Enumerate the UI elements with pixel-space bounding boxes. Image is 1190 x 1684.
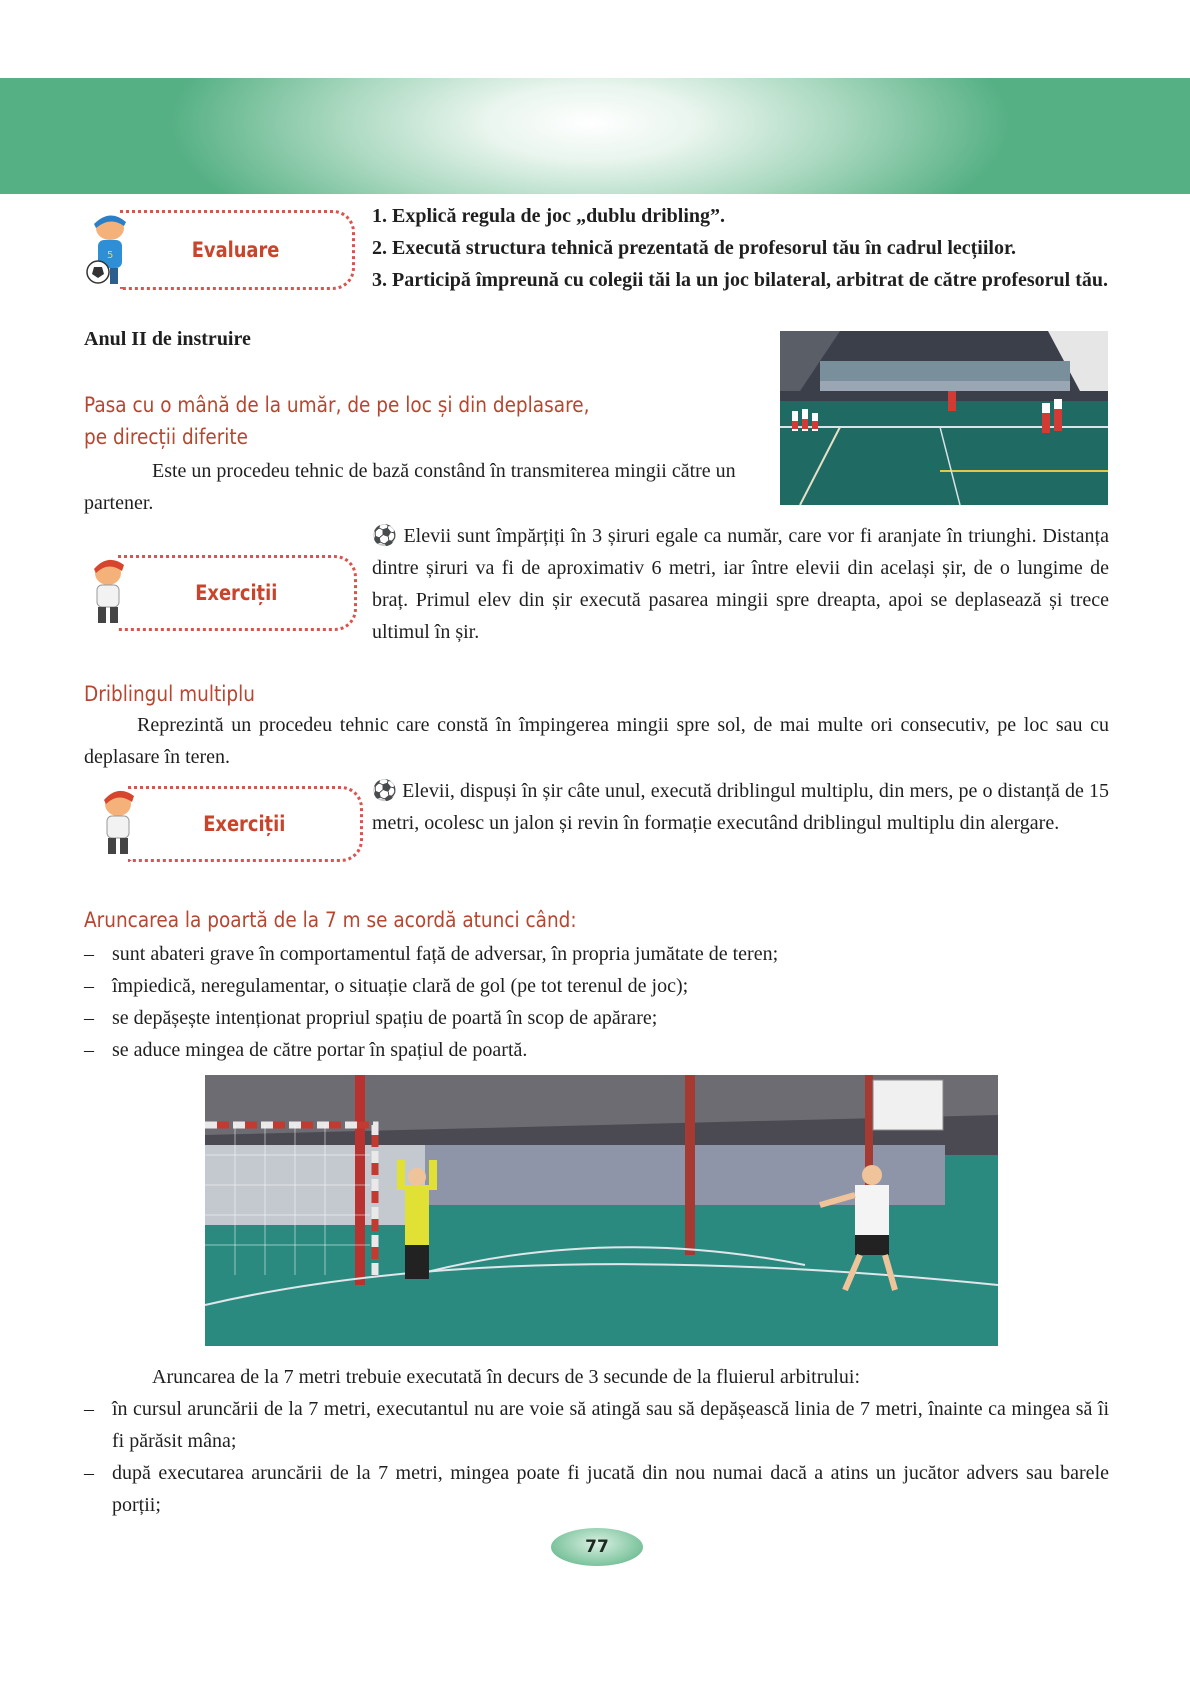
evaluation-list: [372, 200, 1109, 296]
list-item: – împiedică, neregulamentar, o situație clară de gol (pe tot terenul de joc);: [84, 970, 1109, 1002]
evaluation-item-3: 3. Participă împreună cu colegii tăi la un joc bilateral, arbitrat de către profesorul tău.: [372, 269, 1109, 291]
photo-seven-meter-throw: [205, 1075, 998, 1346]
header-banner: [0, 78, 1190, 194]
pass-heading: [84, 389, 590, 453]
list-item: – după executarea aruncării de la 7 metri, mingea poate fi jucată din nou numai dacă a atins un jucător advers sau barele porții;: [84, 1457, 1109, 1521]
seven-m-list: [84, 938, 1109, 1066]
evaluation-badge-label: Evaluare: [192, 238, 280, 262]
list-item: – sunt abateri grave în comportamentul față de adversar, în propria jumătate de teren;: [84, 938, 1109, 970]
pass-exercise-badge-label: Exerciții: [194, 581, 278, 605]
page-number: 77: [551, 1528, 643, 1566]
seven-m-rules: [84, 1393, 1109, 1521]
seven-m-heading: Aruncarea la poartă de la 7 m se acordă atunci când:: [84, 908, 577, 932]
evaluation-badge: [120, 210, 355, 290]
dribble-heading: Driblingul multiplu: [84, 682, 255, 706]
dribble-exercise-badge-label: Exerciții: [202, 812, 286, 836]
seven-m-intro: Aruncarea de la 7 metri trebuie executată în decurs de 3 secunde de la fluierul arbitrului:: [152, 1366, 861, 1388]
svg-text:5: 5: [107, 250, 114, 261]
pass-text: Este un procedeu tehnic de bază constând în transmiterea mingii către un partener.: [84, 460, 736, 514]
list-item: – în cursul aruncării de la 7 metri, executantul nu are voie să atingă sau să depășească linia de 7 metri, înainte ca mingea să îi fi părăsit mâna;: [84, 1393, 1109, 1457]
pass-exercise-text: ⚽ Elevii sunt împărțiți în 3 șiruri egale ca număr, care vor fi aranjate în triunghi. Distanța dintre șiruri va fi de aproximativ 6 metri, iar între elevii din același șir, de o lungime de braț. Primul elev din șir execută pasarea mingii spre dreapta, apoi se deplasează și trece ultimul în șir.: [372, 525, 1109, 643]
pass-heading-line1: Pasa cu o mână de la umăr, de pe loc și din deplasare,: [84, 393, 590, 417]
pass-exercise-badge: [118, 555, 357, 631]
dribble-exercise-badge: [128, 786, 363, 862]
evaluation-item-1: 1. Explică regula de joc „dublu dribling”.: [372, 205, 726, 227]
list-item: – se depășește intenționat propriul spațiu de poartă în scop de apărare;: [84, 1002, 1109, 1034]
evaluation-item-2: 2. Execută structura tehnică prezentată de profesorul tău în cadrul lecțiilor.: [372, 237, 1017, 259]
dribble-text: Reprezintă un procedeu tehnic care constă în împingerea mingii spre sol, de mai multe ori consecutiv, pe loc sau cu deplasare în teren.: [84, 714, 1109, 768]
photo-gym-pass-drill: [780, 331, 1108, 505]
year-label: Anul II de instruire: [84, 328, 251, 350]
list-item: – se aduce mingea de către portar în spațiul de poartă.: [84, 1034, 1109, 1066]
dribble-exercise-text: ⚽ Elevii, dispuși în șir câte unul, execută driblingul multiplu, din mers, pe o distanță de 15 metri, ocolesc un jalon și revin în formație executând driblingul multiplu din alergare.: [372, 780, 1109, 834]
pass-heading-line2: pe direcții diferite: [84, 425, 249, 449]
